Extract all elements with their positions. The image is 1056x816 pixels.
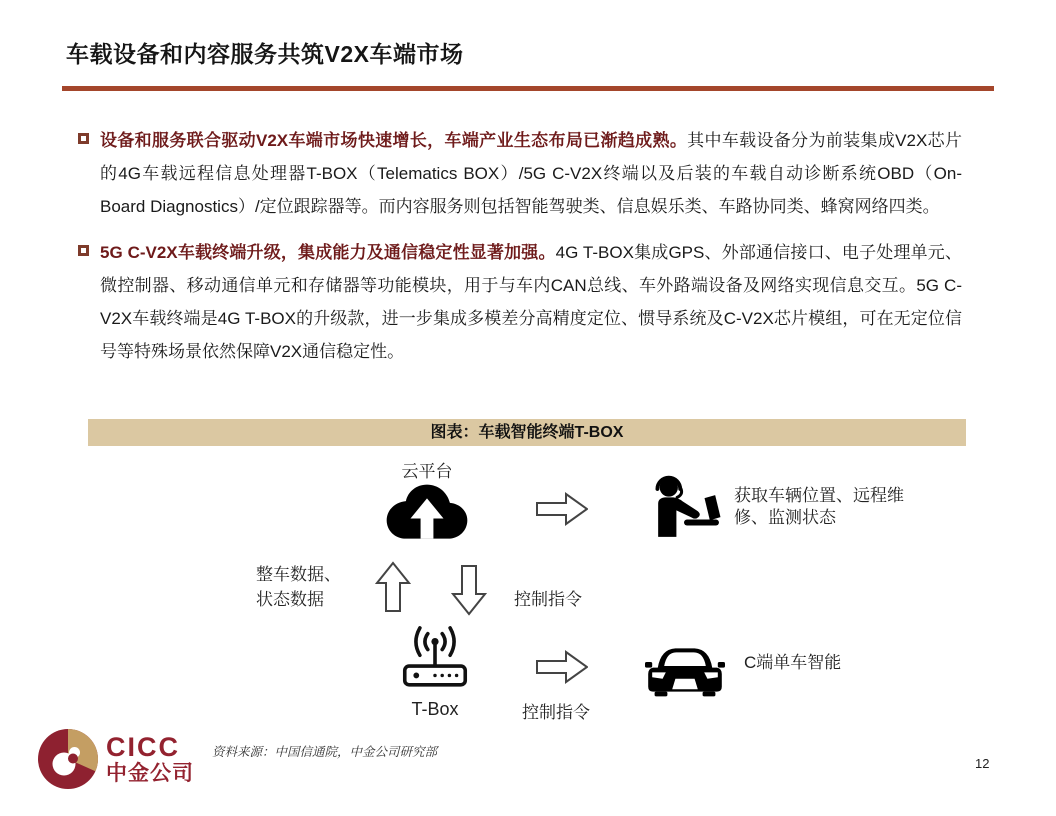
body-paragraphs <box>78 124 962 368</box>
figure-header: 图表：车载智能终端T-BOX <box>88 419 966 446</box>
page-number: 12 <box>975 756 990 771</box>
vehicle-data-label: 整车数据、状态数据 <box>256 565 341 609</box>
router-icon <box>399 616 471 696</box>
square-bullet-icon <box>78 245 89 256</box>
control-command-lower-label: 控制指令 <box>522 703 590 722</box>
cicc-logo-icon <box>36 727 100 791</box>
car-icon <box>645 641 725 699</box>
paragraph-body: 4G T-BOX集成GPS、外部通信接口、电子处理单元、微控制器、移动通信单元和存储器等功能模块，用于与车内CAN总线、车外路端设备及网络实现信息交互。5G C-V2X车载终端是4G T-BOX的升级款，进一步集成多模差分高精度定位、惯导系统及C-V2X芯片模组，可在无定位信号等特殊场景依然保障V2X通信稳定性。 <box>100 243 962 361</box>
car-intelligence-label: C端单车智能 <box>744 653 842 672</box>
cloud-upload-icon <box>381 480 473 546</box>
bullet-paragraph-2 <box>78 236 962 368</box>
remote-service-label: 获取车辆位置、远程维修、监测状态 <box>734 486 904 527</box>
cicc-wordmark-en: CICC <box>106 732 180 762</box>
paragraph-lead: 5G C-V2X车载终端升级，集成能力及通信稳定性显著加强。 <box>100 243 556 262</box>
page-title: 车载设备和内容服务共筑V2X车端市场 <box>66 41 464 67</box>
cicc-wordmark-cn: 中金公司 <box>106 762 194 785</box>
source-note: 资料来源：中国信通院，中金公司研究部 <box>212 745 438 759</box>
arrow-right-outline-icon <box>536 650 588 684</box>
paragraph-body: 其中车载设备分为前装集成V2X芯片的4G车载远程信息处理器T-BOX（Telematics BOX）/5G C-V2X终端以及后装的车载自动诊断系统OBD（On-Board Diagnostics）/定位跟踪器等。而内容服务则包括智能驾驶类、信息娱乐类、车路协同类、蜂窝网络四类。 <box>100 131 962 216</box>
tbox-label: T-Box <box>411 699 459 719</box>
arrow-right-outline-icon <box>536 492 588 526</box>
arrow-down-outline-icon <box>451 564 487 616</box>
cicc-wordmark <box>106 733 194 786</box>
control-command-upper-label: 控制指令 <box>514 590 582 609</box>
title-divider <box>62 86 994 91</box>
bullet-paragraph-1 <box>78 124 962 223</box>
arrow-up-outline-icon <box>375 561 411 613</box>
paragraph-lead: 设备和服务联合驱动V2X车端市场快速增长，车端产业生态布局已渐趋成熟。 <box>100 131 688 150</box>
operator-laptop-icon <box>646 473 722 537</box>
cloud-platform-label: 云平台 <box>401 462 453 481</box>
square-bullet-icon <box>78 133 89 144</box>
